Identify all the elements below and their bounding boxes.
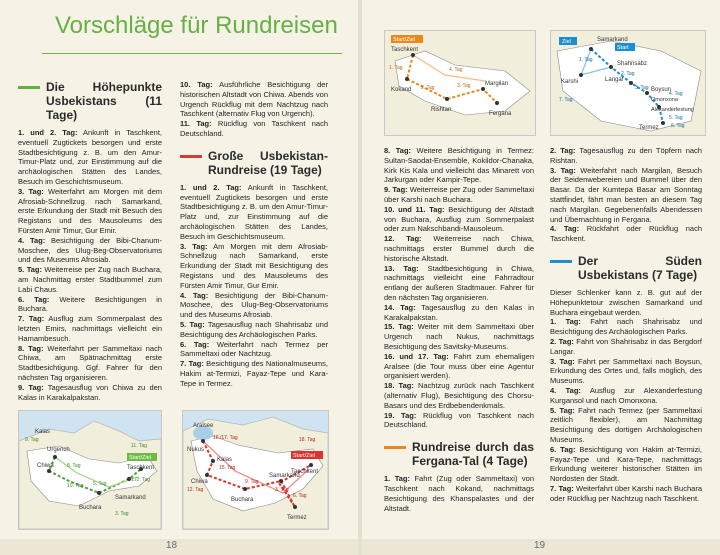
map-highlights [18, 410, 162, 530]
itinerary-day [550, 445, 702, 484]
section-heading-south: Der Süden Usbekistans (7 Tage) [550, 254, 702, 282]
map-label: Kalas [35, 429, 51, 435]
day-label: 8. Tag: [18, 343, 44, 353]
day-text: Ausflug zum Sommerpalast des letzten Emirs, nachmittags vielleicht ein Hamambesuch. [18, 314, 162, 343]
day-label: 3. Tag: [550, 165, 576, 175]
section-heading-fergana: Rundreise durch das Fergana-Tal (4 Tage) [384, 440, 534, 468]
day-text: Weiterfahrt nach Termez per Sammeltaxi oder Nachtzug. [180, 339, 328, 359]
heading-bar [550, 260, 572, 263]
map-label: Fergana [489, 111, 512, 117]
day-label: 13. Tag: [384, 263, 419, 273]
map-label: Samarkand [115, 495, 146, 501]
itinerary-fergana [384, 474, 534, 513]
map-day: 9. Tag [25, 437, 39, 443]
day-label: 11. Tag: [180, 119, 212, 129]
day-text: Tagesausflug zu den Töpfern nach Rishtan. [550, 146, 702, 165]
day-label: 5. Tag: [550, 405, 575, 415]
itinerary-day [550, 224, 702, 244]
map-label: Termez [287, 515, 307, 521]
itinerary-day [384, 185, 534, 205]
map-day: 11. Tag [131, 443, 147, 449]
day-text: Ankunft in Taschkent, eventuell Zugtickets besorgen und erste Stadtbesichtigung z. B. um den Amur-Timur-Platz und, zur Einstimmung auf die archäologischen Stätten des Landes, Besuch im Geschichtsmuseum. [180, 182, 329, 241]
day-label: 10. Tag: [180, 80, 213, 89]
itinerary-day [180, 242, 328, 291]
day-label: 4. Tag: [550, 385, 581, 395]
section-heading-grand-tour: Große Usbekistan-Rundreise (19 Tage) [180, 149, 328, 177]
map-day: 4. Tag [669, 91, 683, 97]
day-text: Fahrt nach Termez (per Sammeltaxi zeitlich flexibler), am Nachmittag Besichtigung des dortigen Archäologischen Museums. [550, 405, 702, 444]
itinerary-day [384, 205, 534, 234]
day-text: Rückflug von Taschkent nach Deutschland. [180, 119, 328, 138]
heading-bar [384, 446, 406, 449]
map-label: Nukus [187, 447, 205, 453]
page-number-left: 18 [166, 540, 178, 551]
itinerary-day [550, 357, 702, 386]
map-label: Buchara [231, 497, 254, 503]
map-day: 9. Tag [245, 479, 259, 485]
map-label: Start/Ziel [293, 453, 316, 459]
map-label: Margilan [485, 81, 509, 87]
day-text: Weitere Besichtigungen in Buchara. [18, 294, 162, 314]
day-label: 10. und 11. Tag: [384, 204, 445, 214]
day-label: 1. Tag: [384, 474, 410, 484]
map-day: 3. Tag [275, 487, 289, 493]
itinerary-day [180, 340, 328, 360]
map-day: 3. Tag [457, 83, 471, 89]
day-text: Weiter mit dem Sammeltaxi über Urgench nach Nukus, nachmittags Besichtigung des Savitsky-Museums. [384, 322, 534, 351]
day-text: Weiterfahrt nach Margilan, Besuch der Seidenwebereien und Bummel über den Basar. Da der Kumtepa Basar am Sonntag stattfindet, fährt man besten an diesem Tag nach Margilan. Gegebenenfalls Abendessen und Übernachtung in Fergana. [550, 165, 702, 224]
map-day: 6. Tag [671, 123, 685, 129]
map-day: 3. Tag [635, 85, 649, 91]
map-day: 5. Tag [669, 115, 683, 121]
itinerary-day [384, 303, 534, 323]
itinerary-day [384, 474, 534, 513]
day-label: 5. Tag: [18, 265, 42, 275]
map-label: Shahrisabz [617, 61, 648, 67]
section-intro: Dieser Schlenker kann z. B. gut auf der Höhepunktetour zwischen Samarkand und Buchara eingebaut werden. [550, 287, 702, 317]
day-text: Weiterreise per Zug nach Buchara, am Nachmittag erster Stadtbummel zum Labi Chaus. [18, 265, 162, 294]
itinerary-south [550, 317, 702, 503]
map-day: 6. Tag [293, 493, 307, 499]
itinerary-day [384, 146, 534, 185]
day-text: Fahrt per Sammeltaxi nach Boysun, Erkundung des Ortes und, falls möglich, des Museums. [550, 356, 702, 386]
itinerary-grand-tour-cont [384, 146, 534, 430]
right-page [362, 0, 720, 555]
day-label: 3. Tag: [18, 186, 44, 196]
footer-band [0, 539, 358, 555]
map-label: Ziel [562, 39, 571, 45]
itinerary-day [384, 381, 534, 410]
day-label: 7. Tag: [180, 359, 204, 369]
day-label: 7. Tag: [18, 314, 45, 324]
day-text: Tagesausflug nach Shahrisabz und Besichtigung des Archäologischen Parks. [180, 319, 328, 339]
day-text: Weiterreise nach Chiwa, nachmittags erster Bummel durch die historische Altstadt. [384, 234, 534, 263]
column-3 [384, 146, 534, 513]
map-label: Urgench [47, 447, 70, 453]
map-south [550, 30, 706, 136]
map-label: Boysun [651, 87, 672, 93]
day-text: Tagesausflug zu den Kalas in Karakalpakstan. [384, 302, 534, 322]
itinerary-day [18, 383, 162, 403]
itinerary-day [550, 317, 702, 337]
day-text: Nachtzug zurück nach Taschkent (alternativ Flug), Besichtigung des Chorsu-Basars und des Erdbebendenkmals. [384, 381, 534, 410]
day-label: 1. Tag: [550, 317, 581, 327]
day-label: 6. Tag: [18, 294, 50, 304]
map-label: Start [617, 45, 629, 51]
day-text: Ausflug zur Alexanderfestung Kurgansol und nach Omonxona. [550, 385, 702, 405]
day-label: 15. Tag: [384, 322, 414, 332]
day-text: Fahrt (Zug oder Sammeltaxi) von Taschkent nach Kokand, nachmittags Besichtigung des Khanspalastes und der Altstadt. [384, 474, 534, 513]
day-text: Besichtigung der Altstadt von Buchara, Ausflug zum Sommerpalast oder zum Nakschbandi-Mausoleum. [384, 204, 534, 234]
map-label: Langar [605, 77, 624, 83]
itinerary-highlights-cont [180, 80, 328, 139]
day-label: 2. Tag: [550, 336, 574, 346]
map-label: Alexanderfestung [651, 107, 694, 113]
itinerary-day [180, 320, 328, 340]
column-1 [18, 80, 162, 402]
day-text: Weitere Besichtigung in Termez: Sultan-Saodat-Ensemble, Kokildor-Chanaka, Kirk Kis Kala und vielleicht das Minarett von Jarkurgan oder Kampir-Tepe. [384, 146, 535, 185]
map-label: Samarkand [269, 473, 300, 479]
itinerary-day [550, 337, 702, 357]
day-text: Am Morgen mit dem Afrosiab-Schnellzug nach Samarkand, erste Erkundung der Stadt mit Besichtigung des Registans und des Mausoleums des Fürsten Amir Timur, Gur Emir. [180, 241, 328, 290]
map-label: Termez [639, 125, 659, 131]
day-label: 5. Tag: [180, 319, 205, 329]
day-label: 1. und 2. Tag: [180, 182, 242, 192]
itinerary-day [18, 295, 162, 315]
day-label: 3. Tag: [180, 241, 208, 251]
day-label: 12. Tag: [384, 234, 422, 244]
day-text: Besichtigung von Hakim at-Termizi, Fayaz-Tepe und Kara-Tepe, nachmittags Erkundung weiterer historischer Stätten im Nordosten der Stadt. [550, 444, 702, 484]
day-label: 1. und 2. Tag: [18, 128, 78, 137]
itinerary-day [550, 166, 702, 225]
map-grand-tour [182, 410, 329, 530]
heading-bar [180, 155, 202, 158]
day-text: Besichtigung der Bibi-Chanum-Moschee, des Ulug-Beg-Observatoriums und des Museums Afrosiab. [18, 235, 162, 265]
day-text: Weiterfahrt über Karshi nach Buchara oder Rückflug per Nachtzug nach Taschkent. [550, 483, 702, 503]
map-label: Rishtan [431, 107, 452, 113]
day-label: 7. Tag: [550, 483, 574, 493]
day-text: Rückflug von Taschkent nach Deutschland. [384, 410, 534, 430]
itinerary-day [180, 119, 328, 139]
itinerary-day [384, 411, 534, 431]
map-day: 5. Tag [93, 481, 107, 487]
map-day: 4. Tag [449, 67, 463, 73]
day-text: Weiterreise per Zug oder Sammeltaxi über Karshi nach Buchara. [384, 185, 534, 204]
day-text: Weiterfahrt am Morgen mit dem Afrosiab-Schnellzug nach Samarkand, erste Erkundung der Stadt mit Besuch des Registans und des Mausoleums des Fürsten Amir Timur, Gur Emir. [18, 186, 162, 235]
day-text: Fahrt nach Shahrisabz und Besichtigung des Archäologischen Parks. [550, 317, 703, 337]
day-label: 6. Tag: [550, 444, 576, 454]
map-label: Kokand [391, 87, 412, 93]
map-label: Chiwa [37, 463, 54, 469]
map-day: 2. Tag [621, 71, 635, 77]
day-text: Ankunft in Taschkent, eventuell Zugtickets besorgen und erste Stadtbesichtigung z. B. um den Amur-Timur-Platz und, zur Einstimmung auf die archäologischen Stätten des Landes, Besuch im Geschichtsmuseum. [18, 128, 163, 186]
itinerary-day [18, 344, 162, 383]
day-text: Rückfahrt oder Rückflug nach Taschkent. [550, 224, 702, 244]
map-day: 12. Tag [187, 487, 204, 493]
map-label: Taschkent [127, 465, 155, 471]
left-page [0, 0, 358, 555]
itinerary-day [180, 359, 328, 388]
day-text: Stadtbesichtigung in Chiwa, nachmittags vielleicht eine Fahrradtour entlang der äußeren Stadtmauer. Fahrer für den nächsten Tag organisieren. [384, 263, 534, 302]
map-day: 10. Tag [67, 483, 84, 489]
day-label: 4. Tag: [180, 290, 209, 300]
day-label: 2. Tag: [550, 146, 576, 155]
itinerary-day [384, 264, 534, 303]
map-day: 18. Tag [299, 437, 316, 443]
itinerary-day [18, 187, 162, 236]
map-label: Start/Ziel [129, 455, 152, 461]
day-label: 16. und 17. Tag: [384, 351, 449, 361]
map-day: 16./17. Tag [213, 435, 238, 441]
page-number-right: 19 [534, 540, 546, 551]
map-day: 1. Tag [579, 57, 593, 63]
itinerary-day [550, 484, 702, 504]
day-text: Besichtigung der Bibi-Chanum-Moschee, des Ulug-Beg-Observatoriums und des Museums Afrosiab. [180, 290, 328, 320]
day-label: 18. Tag: [384, 381, 414, 391]
map-day: 8. Tag [67, 463, 81, 469]
day-label: 8. Tag: [384, 146, 412, 155]
map-day: 2. Tag [421, 85, 435, 91]
itinerary-fergana-cont [550, 146, 702, 244]
map-fergana [384, 30, 536, 136]
itinerary-day [18, 236, 162, 265]
map-label: Buchara [79, 505, 102, 511]
itinerary-day [18, 265, 162, 294]
day-text: Tagesausflug von Chiwa zu den Kalas in Karakalpakstan. [18, 382, 162, 402]
itinerary-day [180, 291, 328, 320]
map-label: Karshi [561, 79, 579, 85]
day-label: 4. Tag: [18, 235, 46, 245]
day-text: Besichtigung des Nationalmuseums, Hakim at-Termizi, Fayaz-Tepe und Kara-Tepe in Termez. [180, 359, 328, 388]
column-4 [550, 146, 702, 504]
title-rule [42, 53, 342, 54]
itinerary-highlights [18, 128, 162, 402]
day-label: 19. Tag: [384, 410, 417, 420]
itinerary-day [18, 128, 162, 187]
day-label: 3. Tag: [550, 356, 575, 366]
itinerary-day [384, 322, 534, 351]
map-label: Taschkent [291, 469, 319, 475]
page-title: Vorschläge für Rundreisen [55, 12, 338, 39]
map-label: Start/Ziel [393, 37, 416, 43]
map-day: 1. Tag [389, 65, 403, 71]
itinerary-day [550, 406, 702, 445]
map-label: Taschkent [391, 47, 419, 53]
day-label: 6. Tag: [180, 339, 210, 349]
day-text: Weiterfahrt per Sammeltaxi nach Chiwa, am Spätnachmittag erste Stadtbesichtigung. Ggf. Fahrer für den nächsten Tag organisieren. [18, 343, 162, 382]
itinerary-day [550, 386, 702, 406]
map-label: Samarkand [597, 37, 628, 43]
day-label: 4. Tag: [550, 224, 580, 234]
map-day: 3. Tag [115, 511, 129, 517]
itinerary-day [384, 352, 534, 381]
day-label: 9. Tag: [384, 185, 408, 195]
itinerary-day [550, 146, 702, 166]
section-heading-highlights: Die Höhepunkte Usbekistans (11 Tage) [18, 80, 162, 122]
day-text: Ausführliche Besichtigung der historischen Altstadt von Chiwa. Abends von Urgench Rückflug mit dem Nachtzug nach Taschkent (alternativ Flug von Urgench). [180, 80, 328, 119]
itinerary-day [180, 80, 328, 119]
day-label: 9. Tag: [18, 382, 44, 392]
itinerary-grand-tour [180, 183, 328, 389]
day-label: 14. Tag: [384, 302, 416, 312]
map-label: Chiwa [191, 479, 208, 485]
map-day: 1./2. Tag [131, 477, 151, 483]
itinerary-day [384, 234, 534, 263]
map-day: 7. Tag [559, 97, 573, 103]
map-label: Aralsee [193, 423, 214, 429]
map-label: Kalas [217, 457, 233, 463]
map-label: Omonxona [651, 97, 678, 103]
itinerary-day [18, 314, 162, 343]
heading-bar [18, 86, 40, 89]
day-text: Fahrt von Shahrisabz in das Bergdorf Langar. [550, 336, 702, 356]
column-2 [180, 80, 328, 389]
map-day: 15. Tag [219, 465, 236, 471]
day-text: Fahrt zum ehemaligen Aralsee (die Tour muss über eine Agentur organisiert werden). [384, 351, 535, 381]
itinerary-day [180, 183, 328, 242]
